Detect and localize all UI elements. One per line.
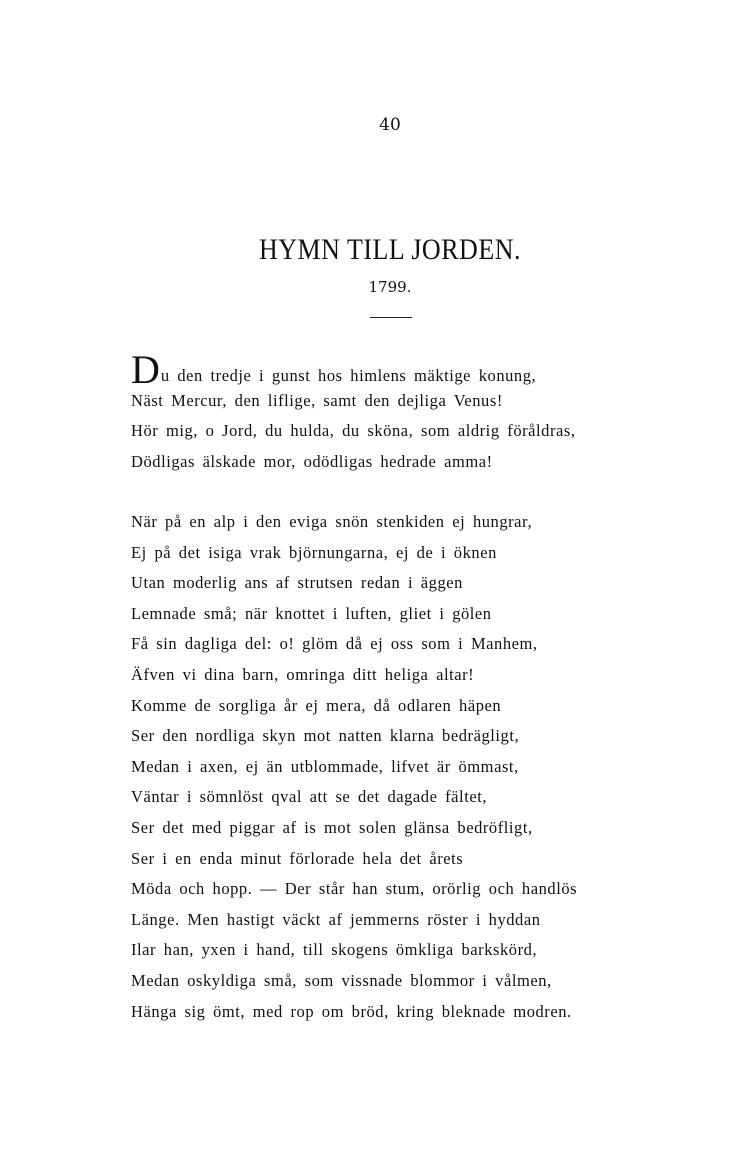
stanza-2 [131, 507, 691, 1027]
poem-line: Medan oskyldiga små, som vissnade blommor i vålmen, [131, 970, 552, 990]
stanza-1 [131, 347, 691, 477]
drop-cap: D [131, 347, 160, 392]
poem-line: Lemnade små; när knottet i luften, gliet i gölen [131, 603, 492, 623]
poem-line: Länge. Men hastigt väckt af jemmerns röster i hyddan [131, 909, 541, 929]
poem-year: 1799. [368, 278, 412, 296]
poem-line: Ser i en enda minut förlorade hela det årets [131, 848, 464, 868]
title-divider [370, 317, 412, 318]
poem-line: Utan moderlig ans af strutsen redan i äggen [131, 573, 463, 593]
poem-line: Dödligas älskade mor, odödligas hedrade amma! [131, 451, 493, 471]
poem-line: Ilar han, yxen i hand, till skogens ömkliga barkskörd, [131, 940, 538, 960]
poem-line: Väntar i sömnlöst qval att se det dagade fältet, [131, 787, 488, 807]
poem-line-text: u den tredje i gunst hos himlens mäktige konung, [160, 366, 537, 385]
poem-line: Medan i axen, ej än utblommade, lifvet är ömmast, [131, 756, 519, 776]
poem-line: Få sin dagliga del: o! glöm då ej oss som i Manhem, [131, 634, 538, 654]
poem-line: Ej på det isiga vrak björnungarna, ej de i öknen [131, 542, 497, 562]
poem-line: Möda och hopp. — Der står han stum, orörlig och handlös [131, 879, 578, 899]
poem-line: Hör mig, o Jord, du hulda, du sköna, som aldrig föråldras, [131, 421, 576, 441]
poem-line: Hänga sig ömt, med rop om bröd, kring bleknade modren. [131, 1001, 572, 1021]
poem-line: Äfven vi dina barn, omringa ditt heliga altar! [131, 664, 475, 684]
page-number: 40 [379, 115, 401, 135]
poem-line [131, 347, 691, 392]
poem-line: Komme de sorgliga år ej mera, då odlaren häpen [131, 695, 502, 715]
poem-line: Ser den nordliga skyn mot natten klarna bedrägligt, [131, 726, 520, 746]
poem-line: När på en alp i den eviga snön stenkiden ej hungrar, [131, 512, 533, 531]
poem-line: Näst Mercur, den liflige, samt den dejliga Venus! [131, 390, 503, 410]
poem-line: Ser det med piggar af is mot solen glänsa bedröfligt, [131, 817, 533, 837]
poem-title: HYMN TILL JORDEN. [259, 233, 521, 266]
